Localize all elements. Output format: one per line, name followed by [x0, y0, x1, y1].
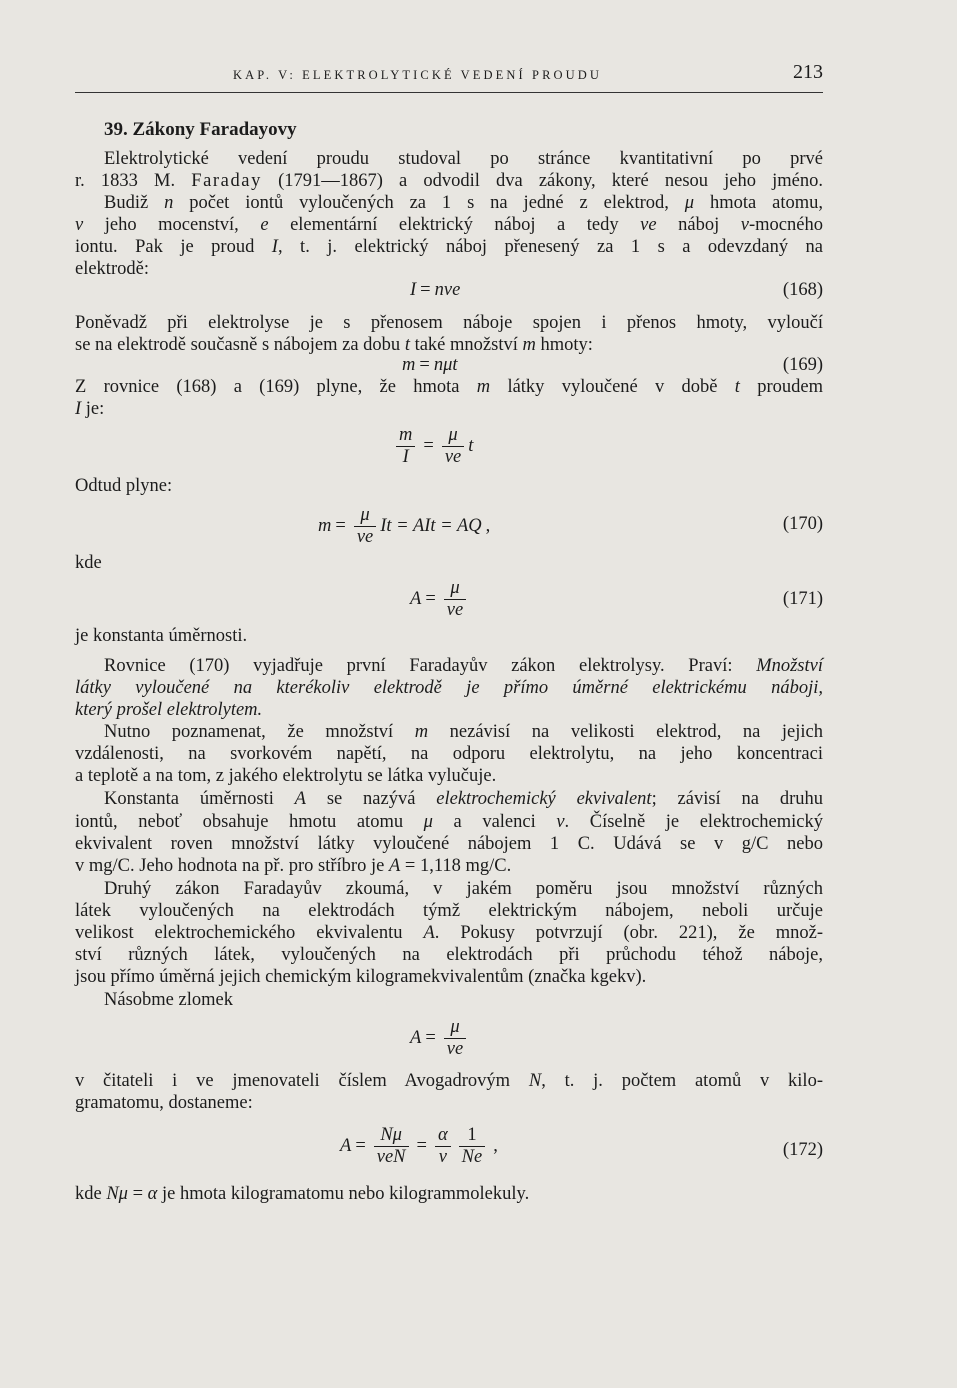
para8-line1: v čitateli i ve jmenovateli číslem Avogadrovým N, t. j. počtem atomů v kilo-: [75, 1071, 823, 1091]
fraction-1-over-Ne: $\frac{1}{Ne}$: [459, 1125, 486, 1168]
para3-line1: Z rovnice (168) a (169) plyne, že hmota m látky vyloučené v době t proudem: [75, 377, 823, 397]
fraction-Nmu-over-veN: $\frac{N\mu}{\text{veN}}$: [374, 1125, 409, 1168]
para1-line2: r. 1833 M. Faraday (1791—1867) a odvodil dva zákony, které nesou jeho jméno.: [75, 171, 823, 191]
equation-number-172: (172): [782, 1140, 823, 1160]
fraction-mu-over-ve: $\frac{\mu}{ve}$: [442, 425, 464, 468]
para6-line3: ekvivalent roven množství látky vyloučené nábojem 1 C. Udává se v g/C nebo: [75, 834, 823, 854]
fraction-mu-over-ve: $\frac{\mu}{ve}$: [444, 578, 466, 621]
para7-line1: Druhý zákon Faradayův zkoumá, v jakém poměru jsou množství různých: [104, 879, 823, 899]
last-line: kde Nμ = α je hmota kilogramatomu nebo kilogrammolekuly.: [75, 1184, 530, 1204]
fraction-mu-over-ve: $\frac{\mu}{ve}$: [354, 505, 376, 548]
konstanta-line: je konstanta úměrnosti.: [75, 626, 248, 646]
para1-line1: Elektrolytické vedení proudu studoval po stránce kvantitativní po prvé: [104, 149, 823, 169]
running-title: KAP. V: ELEKTROLYTICKÉ VEDENÍ PROUDU: [233, 68, 603, 82]
equation-A: A = $\frac{\mu}{ve}$: [410, 1017, 470, 1060]
para1-line5: iontu. Pak je proud I, t. j. elektrický náboj přenesený za 1 s a odevzdaný na: [75, 237, 823, 257]
page-number: 213: [793, 61, 823, 83]
equation-171: A = $\frac{\mu}{ve}$: [410, 578, 470, 621]
para1-line6: elektrodě:: [75, 259, 149, 279]
equation-number-169: (169): [782, 355, 823, 375]
equation-170: m = $\frac{\mu}{ve}$ It = AIt = AQ ,: [318, 505, 491, 547]
para6-line4: v mg/C. Jeho hodnota na př. pro stříbro je A = 1,118 mg/C.: [75, 856, 512, 876]
section-heading: 39. Zákony Faradayovy: [104, 119, 297, 140]
para4-line1: Rovnice (170) vyjadřuje první Faradayův zákon elektrolysy. Praví: Množství: [104, 656, 823, 676]
para6-line2: iontů, neboť obsahuje hmotu atomu μ a valenci v. Číselně je elektrochemický: [75, 812, 823, 832]
page-header: [75, 60, 823, 93]
kde-label: kde: [75, 553, 102, 573]
para7-line3: velikost elektrochemického ekvivalentu A. Pokusy potvrzují (obr. 221), že množ-: [75, 923, 823, 943]
para4-line3: který prošel elektrolytem.: [75, 700, 263, 720]
para2-line1: Poněvadž při elektrolyse je s přenosem náboje spojen i přenos hmoty, vyloučí: [75, 313, 823, 333]
fraction-m-over-I: $\frac{m}{I}$: [396, 425, 415, 468]
para7-line4: ství různých látek, vyloučených na elektrodách při průchodu téhož náboje,: [75, 945, 823, 965]
para4-line2: látky vyloučené na kterékoliv elektrodě je přímo úměrné elektrickému náboji,: [75, 678, 823, 698]
equation-169: m = nμt: [402, 355, 458, 375]
para5-line2: vzdálenosti, na svorkovém napětí, na odporu elektrolytu, na jeho koncentraci: [75, 744, 823, 764]
equation-number-168: (168): [782, 280, 823, 300]
equation-168: I = nve: [410, 280, 461, 300]
para5-line1: Nutno poznamenat, že množství m nezávisí na velikosti elektrod, na jejich: [104, 722, 823, 742]
para2-line2: se na elektrodě současně s nábojem za dobu t také množství m hmoty:: [75, 335, 593, 355]
fraction-alpha-over-v: $\frac{\alpha}{v}$: [435, 1125, 451, 1168]
odtud-label: Odtud plyne:: [75, 476, 173, 496]
para7-line2: látek vyloučených na elektrodách týmž elektrickým nábojem, neboli určuje: [75, 901, 823, 921]
para3-line2: I je:: [75, 399, 105, 419]
para6-line1: Konstanta úměrnosti A se nazývá elektrochemický ekvivalent; závisí na druhu: [104, 789, 823, 809]
para1-line3: Budiž n počet iontů vyloučených za 1 s na jedné z elektrod, μ hmota atomu,: [104, 193, 823, 213]
equation-number-170: (170): [782, 514, 823, 534]
equation-172: A = $\frac{N\mu}{\text{veN}}$ = $\frac{\alpha}{v}$ $\frac{1}{Ne}$ ,: [340, 1125, 498, 1167]
para7-line5: jsou přímo úměrná jejich chemickým kilogramekvivalentům (značka kgekv).: [75, 967, 647, 987]
para1-line4: v jeho mocenství, e elementární elektrický náboj a tedy ve náboj v-mocného: [75, 215, 823, 235]
fraction-mu-over-ve: $\frac{\mu}{ve}$: [444, 1017, 466, 1060]
para8-line2: gramatomu, dostaneme:: [75, 1093, 253, 1113]
nasobme-line: Násobme zlomek: [104, 990, 233, 1010]
para5-line3: a teplotě a na tom, z jakého elektrolytu se látka vylučuje.: [75, 766, 497, 786]
equation-ratio: $\frac{m}{I}$ = $\frac{\mu}{ve}$ t: [392, 425, 473, 468]
equation-number-171: (171): [782, 589, 823, 609]
